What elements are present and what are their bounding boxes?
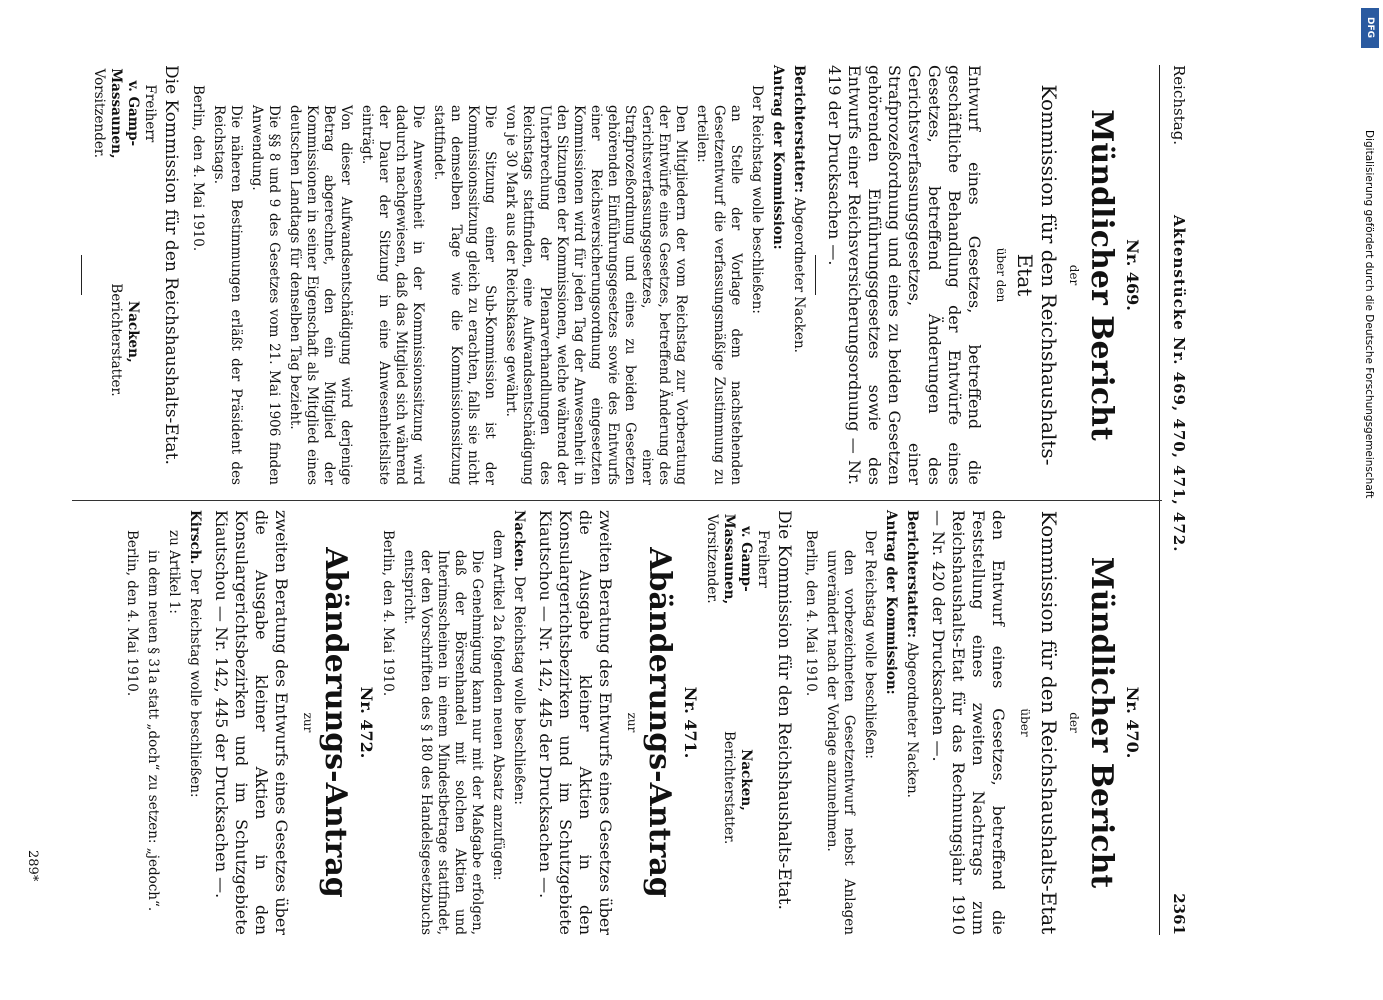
commission-name: Kommission für den Reichshaushalts-Etat <box>1013 84 1061 466</box>
doc-title: Mündlicher Bericht <box>1084 556 1119 889</box>
beschliessen-line: Der Reichstag wolle beschließen: <box>862 530 878 759</box>
reporter-label: Berichterstatter: <box>791 65 807 193</box>
der-line: der <box>1067 264 1081 286</box>
doc-title: Abänderungs-Antrag <box>318 547 353 898</box>
antrag-text: den vorbezeichneten Gesetzentwurf nebst Anlagen unverändert nach der Vorlage anzunehmen. <box>824 550 857 935</box>
credit-text: Digitalisierung gefördert durch die Deutsche Forschungsgemeinschaft <box>1363 130 1375 499</box>
reporter-role: Berichterstatter. <box>721 731 737 845</box>
date-line: Berlin, den 4. Mai 1910. <box>803 530 819 697</box>
end-rule <box>81 255 82 295</box>
chair-name: v. Gamp-Massaunen, <box>108 68 141 159</box>
column-divider <box>72 500 1162 501</box>
subject-text: den Entwurf eines Gesetzes, betreffend die Feststellung eines zweiten Nachtrags zum Reichshaushalts-Etat für das Rechnungsjahr 1910 — Nr. 420 der Drucksachen —. <box>929 510 1008 935</box>
document-469 <box>73 65 1145 485</box>
antrag-heading: Antrag der Kommission: <box>770 65 786 250</box>
reporter-signature: Nacken, <box>738 749 754 811</box>
commission-signoff: Die Kommission für den Reichshaushalts-Etat. <box>161 65 181 465</box>
reporter-name: Abgeordneter Nacken. <box>791 197 807 353</box>
document-471 <box>379 510 699 935</box>
date-line: Berlin, den 4. Mai 1910. <box>124 530 140 697</box>
signatures <box>90 65 158 485</box>
commission-signoff: Die Kommission für den Reichshaushalts-Etat. <box>774 510 794 910</box>
mover-name: Nacken. <box>511 510 527 572</box>
artikel-line: zu Artikel 1: <box>166 530 182 614</box>
subject-text: zweiten Beratung des Entwurfs eines Gesetzes über die Ausgabe kleiner Aktien in den Konsulargerichtsbezirken und im Schutzgebiete Kiautschou — Nr. 142, 445 der Drucksachen —. <box>536 510 615 935</box>
right-column <box>119 510 1145 935</box>
paragraph-6: Die näheren Bestimmungen erläßt der Präsident des Reichstags. <box>211 105 244 485</box>
commission-name: Kommission für den Reichshaushalts-Etat <box>1037 510 1061 935</box>
running-header <box>1160 65 1188 935</box>
beschliessen-line: Der Reichstag wolle beschließen: <box>749 85 765 314</box>
paragraph-4: Von dieser Aufwandsentschädigung wird derjenige Betrag abgerechnet, den ein Mitglied der Kommissionen in seiner Eigenschaft als Mitglied eines deutschen Landtags für denselben Tag bezieht. <box>287 105 354 485</box>
artikel-line: dem Artikel 2a folgenden neuen Absatz anzufügen: <box>490 530 506 881</box>
zur-line: zur <box>625 712 639 733</box>
paragraph-3: Die Anwesenheit in der Kommissionssitzung wird dadurch nachgewiesen, daß das Mitglied sich während der Dauer der Sitzung in eine Anwesenheitsliste einträgt. <box>359 105 426 485</box>
ueber-line: über <box>1018 708 1032 737</box>
document-470 <box>703 510 1141 935</box>
paragraph-1: Den Mitgliedern der vom Reichstag zur Vorberatung der Entwürfe eines Gesetzes, betreffend Änderung des Gerichtsverfassungsgesetzes, einer Strafprozeßordnung und eines zu beiden Gesetzen gehörenden Einführungsgesetzes sowie des Entwurfs einer Reichsversicherungsordnung eingesetzten Kommissionen wird für jeden Tag der Anwesenheit in den Sitzungen der Kommissionen, welche während der Unterbrechung der Plenarverhandlungen des Reichstags stattfinden, eine Aufwandsentschädigung von je 30 Mark aus der Reichskasse gewährt. <box>503 105 689 485</box>
digitization-credit <box>1361 10 1377 990</box>
separator <box>815 255 816 295</box>
ueber-line: über den <box>994 247 1008 303</box>
doc-number: Nr. 472. <box>357 686 376 759</box>
freiherr-label: Freiherr <box>142 84 158 143</box>
zur-line: zur <box>301 712 315 733</box>
reporter-label: Berichterstatter: <box>904 510 920 638</box>
dfg-logo: DFG <box>1361 8 1379 48</box>
document-472 <box>123 510 375 935</box>
doc-number: Nr. 470. <box>1123 686 1142 759</box>
chair-name: v. Gamp-Massaunen, <box>721 513 754 605</box>
page-number: 2361 <box>1170 893 1188 935</box>
reporter-signature: Nacken, <box>125 300 141 363</box>
paragraph-2: Die Sitzung einer Sub-Kommission ist der Kommissionssitzung gleich zu erachten, falls sie nicht an demselben Tage wie die Kommissionssitzung stattfindet. <box>431 105 498 485</box>
date-line: Berlin, den 4. Mai 1910. <box>190 85 206 252</box>
antrag-text: in dem neuen § 31a statt „doch“ zu setzen: „jedoch“. <box>145 550 161 912</box>
subject-text: Entwurf eines Gesetzes, betreffend die geschäftliche Behandlung der Entwürfe eines Gesetzes, betreffend Änderungen des Gerichtsverfassungsgesetzes, einer Strafprozeßordnung und eines zu beiden Gesetzen gehörenden Einführungsgesetzes sowie des Entwurfs einer Reichsversicherungsordnung — Nr. 419 der Drucksachen —. <box>825 65 984 485</box>
chair-role: Vorsitzender. <box>91 68 107 159</box>
freiherr-label: Freiherr <box>755 530 771 588</box>
paragraph-5: Die §§ 8 und 9 des Gesetzes vom 21. Mai 1906 finden Anwendung. <box>249 105 282 485</box>
doc-number: Nr. 469. <box>1123 239 1142 311</box>
doc-number: Nr. 471. <box>681 686 700 759</box>
date-line: Berlin, den 4. Mai 1910. <box>380 530 396 697</box>
header-left: Reichstag. <box>1170 65 1188 146</box>
signatures <box>703 510 771 935</box>
der-line: der <box>1067 712 1081 733</box>
stelle-text: an Stelle der Vorlage dem nachstehenden Gesetzentwurf die verfassungsmäßige Zustimmung zu erteilen: <box>694 105 744 485</box>
reporter-role: Berichterstatter. <box>108 283 124 397</box>
beschliessen-line: Der Reichstag wolle beschließen: <box>187 568 203 798</box>
antrag-heading: Antrag der Kommission: <box>883 510 899 695</box>
signature-mark: 289* <box>25 850 40 882</box>
subject-text: zweiten Beratung des Entwurfs eines Gesetzes über die Ausgabe kleiner Aktien in den Konsulargerichtsbezirken und im Schutzgebiete Kiautschou — Nr. 142, 445 der Drucksachen —. <box>212 510 291 935</box>
chair-role: Vorsitzender. <box>704 514 720 604</box>
doc-title: Abänderungs-Antrag <box>642 547 677 898</box>
header-title: Aktenstücke Nr. 469, 470, 471, 472. <box>1170 215 1188 553</box>
doc-title: Mündlicher Bericht <box>1084 109 1119 441</box>
reporter-name: Abgeordneter Nacken. <box>904 642 920 798</box>
antrag-text: Die Genehmigung kann nur mit der Maßgabe erfolgen, daß der Börsenhandel mit solchen Aktien und Interimsscheinen in einem Mindestbetrage stattfindet, der den Vorschriften des § 180 des Handelsgesetzbuchs entspricht. <box>401 550 485 935</box>
beschliessen-line: Der Reichstag wolle beschließen: <box>511 576 527 805</box>
mover-name: Kirsch. <box>187 510 203 565</box>
